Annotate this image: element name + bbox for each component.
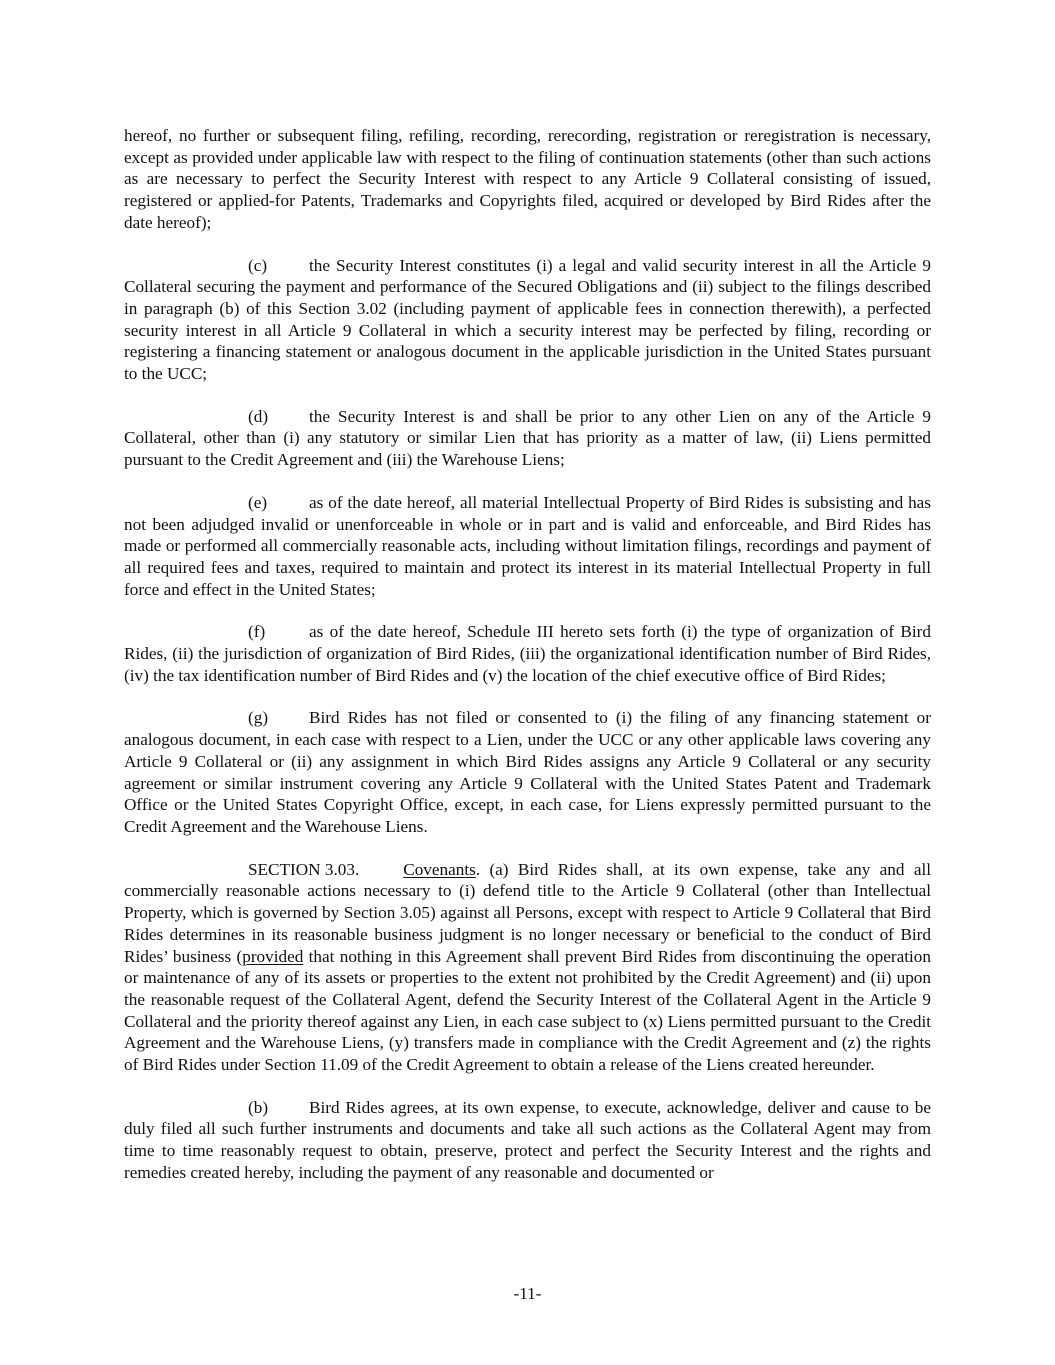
paragraph-d: [124, 406, 931, 471]
section-3-03: [124, 859, 931, 1076]
paragraph-f-text: as of the date hereof, Schedule III hereto sets forth (i) the type of organization of Bird Rides, (ii) the jurisdiction of organization of Bird Rides, (iii) the organizational identification number of Bird Rides, (iv) the tax identification number of Bird Rides and (v) the location of the chief executive office of Bird Rides;: [124, 622, 931, 685]
paragraph-f-label: (f): [248, 622, 266, 642]
section-3-03-heading: Covenants: [403, 859, 476, 879]
paragraph-f: [124, 621, 931, 686]
paragraph-d-label: (d): [248, 406, 269, 426]
page-number: -11-: [513, 1284, 542, 1303]
paragraph-continuation-text: hereof, no further or subsequent filing, refiling, recording, rerecording, registration or reregistration is necessary, except as provided under applicable law with respect to the filing of continuation statements (other than such actions as are necessary to perfect the Security Interest with respect to any Article 9 Collateral consisting of issued, registered or applied-for Patents, Trademarks and Copyrights filed, acquired or developed by Bird Rides after the date hereof);: [124, 126, 931, 232]
paragraph-g: [124, 707, 931, 837]
paragraph-continuation: [124, 125, 931, 234]
section-3-03-text-part-1: (a) Bird Rides shall, at its own expense, take any and all commercially reasonable actions necessary to (i) defend title to the Article 9 Collateral (other than Intellectual Property, which is governed by Section 3.05) against all Persons, except with respect to Article 9 Collateral that Bird Rides determines in its reasonable business judgment is no longer necessary or beneficial to the conduct of Bird Rides’ business (: [124, 859, 931, 966]
paragraph-e-text: as of the date hereof, all material Intellectual Property of Bird Rides is subsisting and has not been adjudged invalid or unenforceable in whole or in part and is valid and enforceable, and Bird Rides has made or performed all commercially reasonable acts, including without limitation filings, recordings and payment of all required fees and taxes, required to maintain and protect its interest in its material Intellectual Property in full force and effect in the United States;: [124, 492, 931, 599]
paragraph-g-label: (g): [248, 708, 269, 728]
paragraph-b-label: (b): [248, 1097, 269, 1117]
paragraph-d-text: the Security Interest is and shall be prior to any other Lien on any of the Article 9 Collateral, other than (i) any statutory or similar Lien that has priority as a matter of law, (ii) Liens permitted pursuant to the Credit Agreement and (iii) the Warehouse Liens;: [124, 406, 931, 470]
section-3-03-text-part-2: that nothing in this Agreement shall prevent Bird Rides from discontinuing the operation or maintenance of any of its assets or properties to the extent not prohibited by the Credit Agreement) and (ii) upon the reasonable request of the Collateral Agent, defend the Security Interest of the Collateral Agent in the Article 9 Collateral and the priority thereof against any Lien, in each case subject to (x) Liens permitted pursuant to the Credit Agreement and the Warehouse Liens, (y) transfers made in compliance with the Credit Agreement and (z) the rights of Bird Rides under Section 11.09 of the Credit Agreement to obtain a release of the Liens created hereunder.: [124, 946, 931, 1075]
paragraph-e: [124, 492, 931, 601]
section-3-03-label: SECTION 3.03.: [248, 859, 360, 879]
paragraph-c: [124, 255, 931, 385]
paragraph-e-label: (e): [248, 492, 268, 512]
paragraph-c-label: (c): [248, 255, 268, 275]
section-3-03-heading-period: .: [475, 859, 481, 879]
paragraph-g-text: Bird Rides has not filed or consented to (i) the filing of any financing statement or analogous document, in each case with respect to a Lien, under the UCC or any other applicable laws covering any Article 9 Collateral or (ii) any assignment in which Bird Rides assigns any Article 9 Collateral or any security agreement or similar instrument covering any Article 9 Collateral with the United States Patent and Trademark Office or the United States Copyright Office, except, in each case, for Liens expressly permitted pursuant to the Credit Agreement and the Warehouse Liens.: [124, 708, 931, 836]
paragraph-b: [124, 1097, 931, 1184]
paragraph-b-text: Bird Rides agrees, at its own expense, to execute, acknowledge, deliver and cause to be duly filed all such further instruments and documents and take all such actions as the Collateral Agent may from time to time reasonably request to obtain, preserve, protect and perfect the Security Interest and the rights and remedies created hereby, including the payment of any reasonable and documented or: [124, 1097, 931, 1182]
provided-term: provided: [242, 946, 304, 966]
document-body: [124, 125, 931, 1205]
paragraph-c-text: the Security Interest constitutes (i) a legal and valid security interest in all the Article 9 Collateral securing the payment and performance of the Secured Obligations and (ii) subject to the filings described in paragraph (b) of this Section 3.02 (including payment of applicable fees in connection therewith), a perfected security interest in all Article 9 Collateral in which a security interest may be perfected by filing, recording or registering a financing statement or analogous document in the applicable jurisdiction in the United States pursuant to the UCC;: [124, 255, 931, 384]
